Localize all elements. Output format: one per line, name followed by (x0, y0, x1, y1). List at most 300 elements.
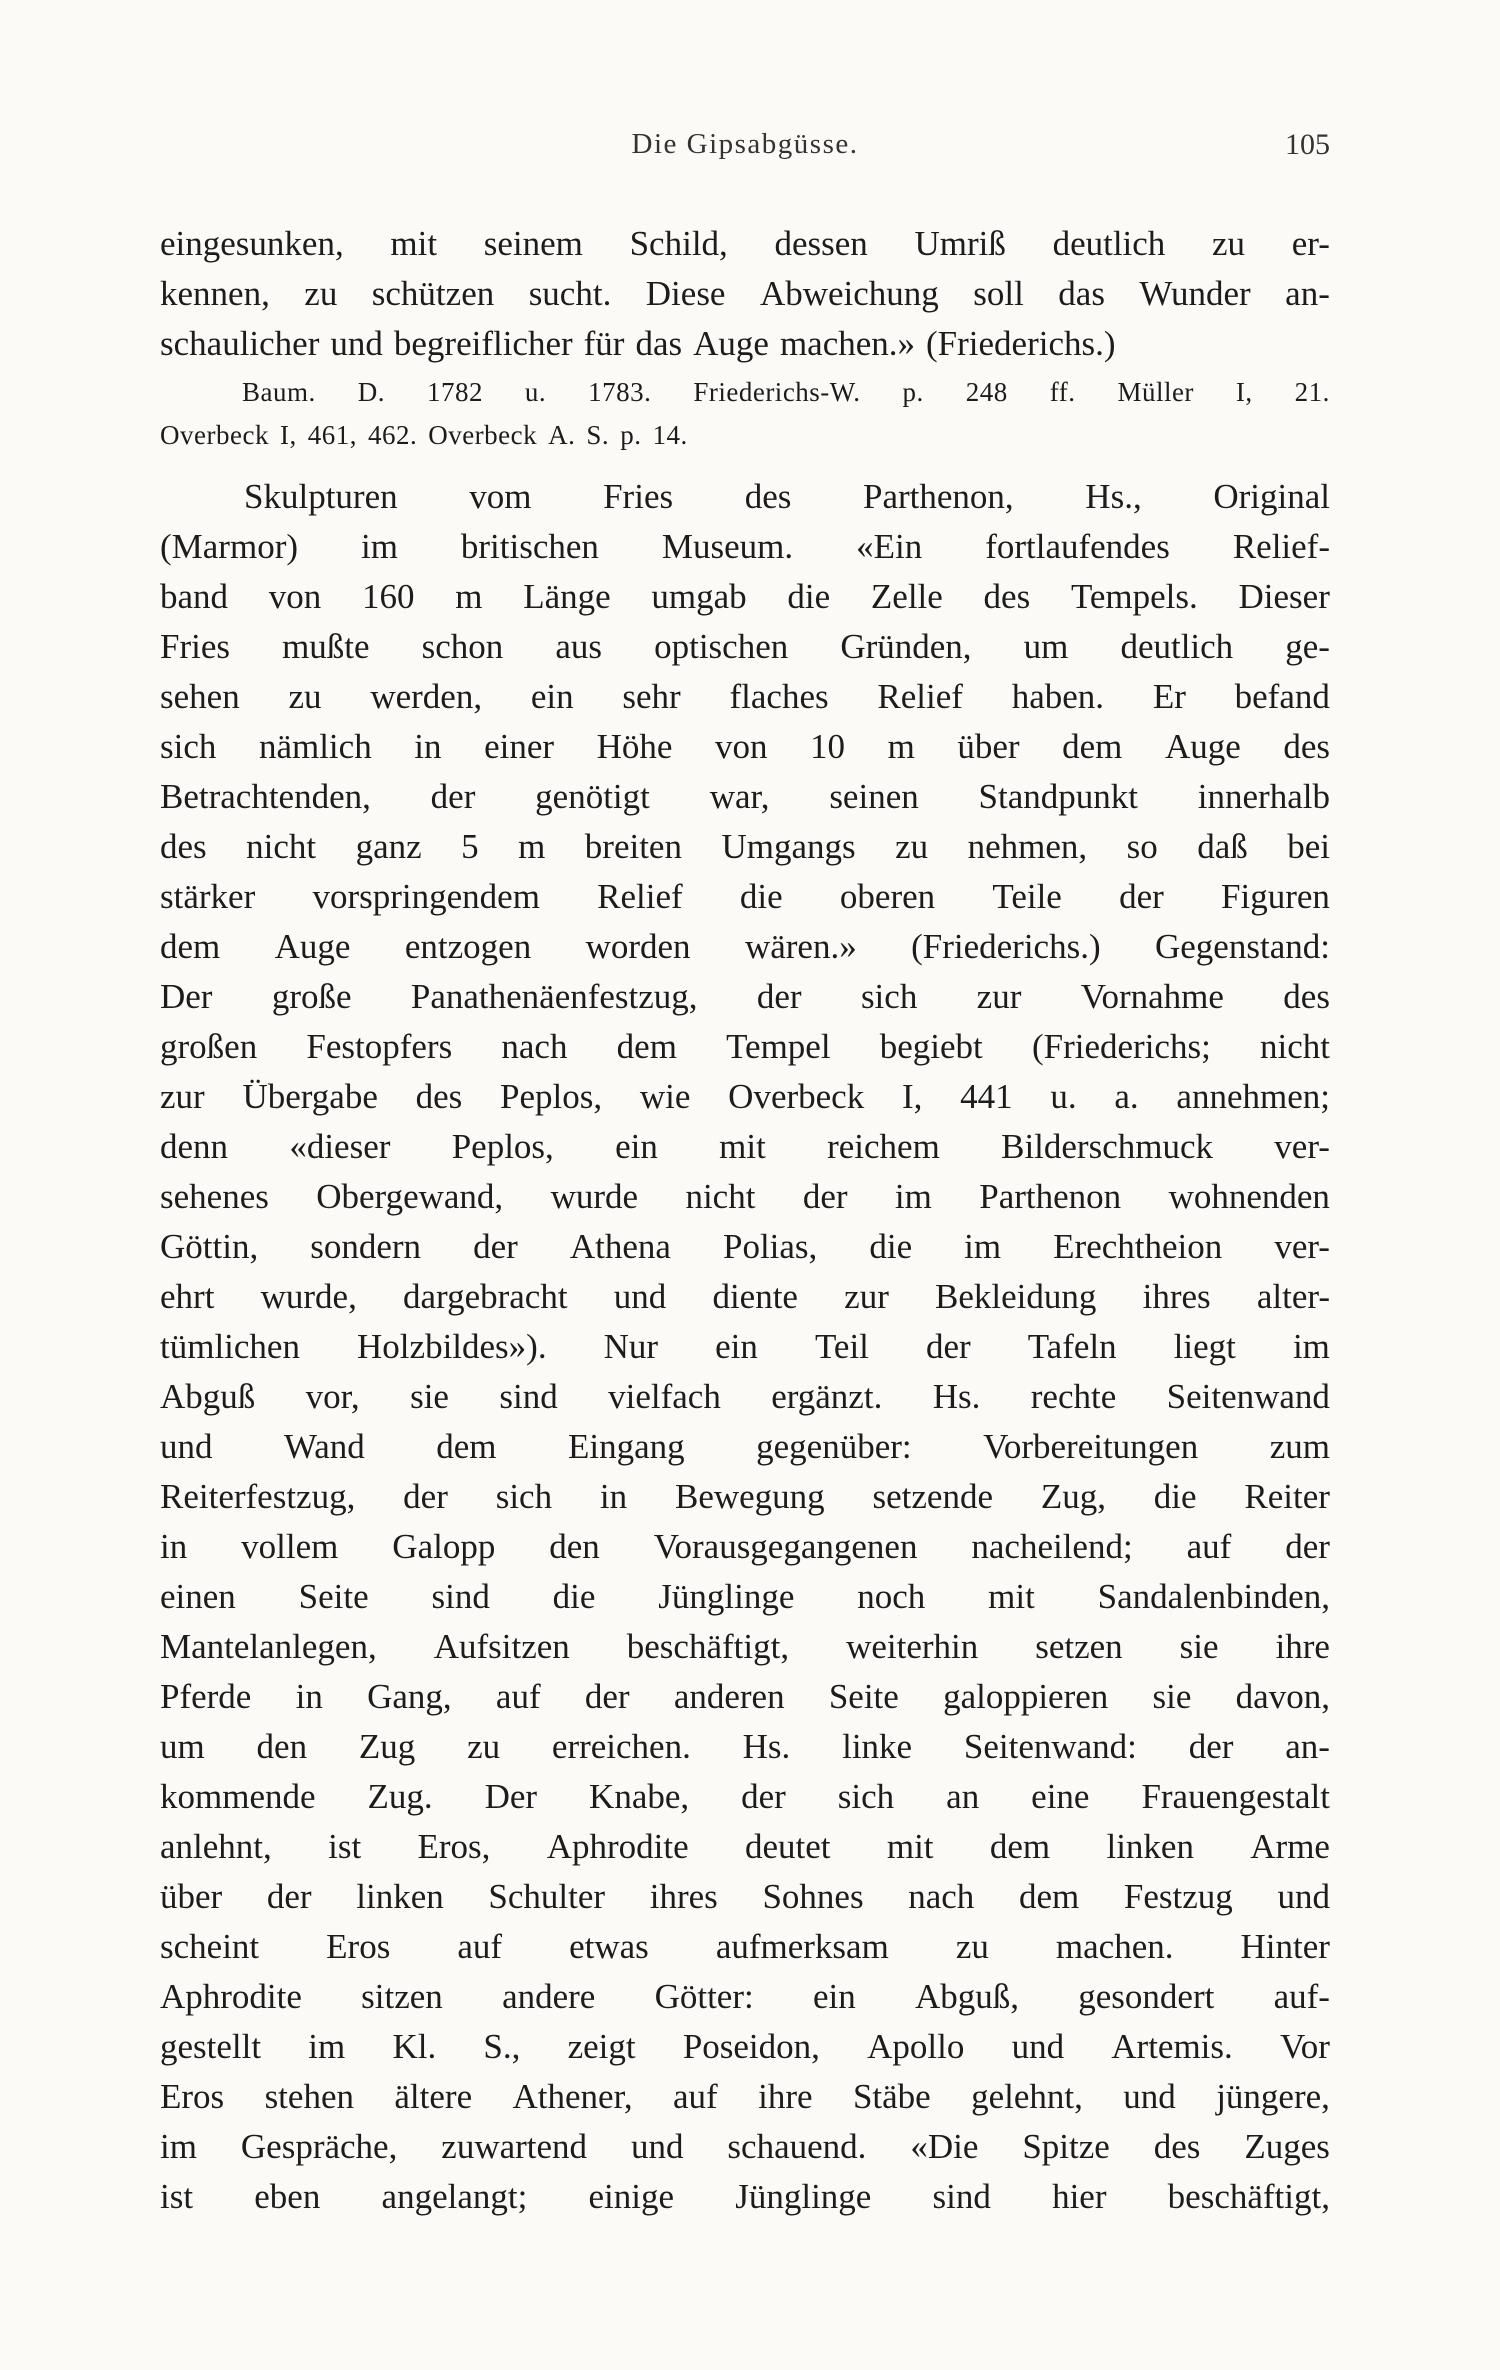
text-line (160, 1622, 1330, 1674)
word: Fries (160, 627, 230, 666)
word: großen (160, 1027, 258, 1066)
word: an- (1285, 274, 1330, 313)
word: Abweichung (759, 274, 939, 313)
word: oberen (839, 877, 936, 916)
word: eine (1031, 1777, 1090, 1816)
text-line (160, 772, 1330, 824)
word: dessen (774, 224, 868, 263)
word: gegenüber: (756, 1427, 912, 1466)
word: von (268, 577, 322, 616)
word: ff. (1049, 377, 1076, 407)
text-line (160, 372, 1330, 412)
word: A. (548, 420, 576, 450)
word: optischen (654, 627, 789, 666)
word: Bewegung (674, 1477, 825, 1516)
word: einen (160, 1577, 236, 1616)
word: worden (585, 927, 691, 966)
word: Seite (828, 1677, 899, 1716)
word: Nur (603, 1327, 659, 1366)
text-line (160, 1472, 1330, 1524)
word: Polias, (722, 1227, 818, 1266)
word: Tafeln (1027, 1327, 1117, 1366)
text-line (160, 1572, 1330, 1624)
word: gestellt (160, 2027, 262, 2066)
word: wohnenden (1168, 1177, 1330, 1216)
word: der (802, 1177, 848, 1216)
text-line (160, 1872, 1330, 1924)
word: Peplos, (500, 1077, 603, 1116)
word: sind (932, 2177, 991, 2216)
word: in (295, 1677, 323, 1716)
word: Gründen, (840, 627, 972, 666)
word: sie (1179, 1627, 1219, 1666)
word: Poseidon, (682, 2027, 820, 2066)
word: Arme (1250, 1827, 1330, 1866)
word: schauend. (727, 2127, 867, 2166)
word: Vorbereitungen (983, 1427, 1199, 1466)
word: a. (1114, 1077, 1139, 1116)
text-line (160, 972, 1330, 1024)
word: Friederichs-W. (693, 377, 861, 407)
word: große (271, 977, 352, 1016)
word: an- (1285, 1727, 1330, 1766)
text-line (160, 672, 1330, 724)
word: angelangt; (381, 2177, 528, 2216)
word: in (160, 1527, 188, 1566)
text-line (160, 1722, 1330, 1774)
word: war, (709, 777, 770, 816)
word: wie (639, 1077, 691, 1116)
word: zu (895, 827, 929, 866)
word: fortlaufendes (985, 527, 1170, 566)
word: auf (1186, 1527, 1232, 1566)
word: Pferde (160, 1677, 252, 1716)
word: der (756, 977, 802, 1016)
text-line (160, 1422, 1330, 1474)
word: flaches (729, 677, 829, 716)
text-line (160, 822, 1330, 874)
word: dem (160, 927, 221, 966)
word: ihres (1142, 1277, 1211, 1316)
word: Vorausgegangenen (653, 1527, 918, 1566)
word: Zelle (870, 577, 943, 616)
word: Länge (523, 577, 611, 616)
word: Skulpturen (244, 477, 398, 516)
word: 441 (960, 1077, 1013, 1116)
word: Zug, (1040, 1477, 1106, 1516)
word: Apollo (867, 2027, 965, 2066)
word: Eros (160, 2077, 225, 2116)
text-line (160, 1322, 1330, 1374)
word: dem (436, 1427, 497, 1466)
word: bei (1287, 827, 1330, 866)
text-line (160, 269, 1330, 321)
word: linken (356, 1877, 444, 1916)
word: Zuges (1244, 2127, 1330, 2166)
word: annehmen; (1176, 1077, 1330, 1116)
word: werden, (370, 677, 483, 716)
word: Overbeck (428, 420, 538, 450)
word: nacheilend; (971, 1527, 1133, 1566)
word: setzende (872, 1477, 993, 1516)
word: auf (673, 2077, 718, 2116)
word: Übergabe (242, 1077, 378, 1116)
word: (Friederichs; (1031, 1027, 1211, 1066)
word: des (1283, 727, 1330, 766)
word: Peplos, (451, 1127, 554, 1166)
word: 1782 (426, 377, 483, 407)
word: in (414, 727, 442, 766)
word: und (1277, 1877, 1330, 1916)
word: der (1119, 877, 1164, 916)
word: m (518, 827, 546, 866)
word: dargebracht (403, 1277, 568, 1316)
word: deutet (745, 1827, 831, 1866)
word: der (473, 1227, 518, 1266)
word: «Die (910, 2127, 979, 2166)
text-line (160, 872, 1330, 924)
word: Festzug (1123, 1877, 1233, 1916)
word: sie (410, 1377, 449, 1416)
word: gelehnt, (971, 2077, 1083, 2116)
word: I, (1235, 377, 1253, 407)
text-line (160, 922, 1330, 974)
word: zu (955, 1927, 989, 1966)
word: des (160, 827, 207, 866)
word: befand (1234, 677, 1330, 716)
word: m (887, 727, 915, 766)
word: Umriß (914, 224, 1006, 263)
word: aus (555, 627, 603, 666)
word: (Marmor) (160, 527, 299, 566)
word: denn (160, 1127, 229, 1166)
word: Sandalenbinden, (1097, 1577, 1330, 1616)
word: jüngere, (1216, 2077, 1330, 2116)
word: stärker (160, 877, 256, 916)
word: und (630, 2127, 684, 2166)
word: aufmerksam (715, 1927, 889, 1966)
word: sich (860, 977, 918, 1016)
word: D. (357, 377, 385, 407)
word: von (714, 727, 768, 766)
word: Eros, (417, 1827, 491, 1866)
word: galoppieren (943, 1677, 1109, 1716)
word: eingesunken, (160, 224, 344, 263)
word: erreichen. (551, 1727, 691, 1766)
word: deutlich (1052, 224, 1166, 263)
word: Relief (597, 877, 683, 916)
word: tümlichen (160, 1327, 300, 1366)
word: ein (812, 1977, 856, 2016)
word: 5 (461, 827, 479, 866)
word: wurde, (260, 1277, 357, 1316)
word: ein (715, 1327, 758, 1366)
word: Müller (1117, 377, 1194, 407)
word: entzogen (404, 927, 532, 966)
word: des (415, 1077, 463, 1116)
word: einige (588, 2177, 675, 2216)
word: Götter: (654, 1977, 754, 2016)
word: Sohnes (762, 1877, 864, 1916)
text-line (160, 1372, 1330, 1424)
word: auf (495, 1677, 541, 1716)
word: andere (502, 1977, 596, 2016)
word: des (983, 577, 1031, 616)
word: Eingang (568, 1427, 685, 1466)
word: machen. (1055, 1927, 1174, 1966)
word: p. (620, 420, 642, 450)
word: Standpunkt (978, 777, 1138, 816)
word: Gegenstand: (1155, 927, 1330, 966)
word: schützen (371, 274, 495, 313)
word: Aufsitzen (433, 1627, 570, 1666)
word: diente (712, 1277, 798, 1316)
word: des (1153, 2127, 1201, 2166)
word: Eros (326, 1927, 391, 1966)
word: nicht (1259, 1027, 1330, 1066)
word: Tempel (726, 1027, 831, 1066)
word: weiterhin (846, 1627, 979, 1666)
word: Seitenwand: (963, 1727, 1137, 1766)
word: seinem (483, 224, 583, 263)
word: über (957, 727, 1020, 766)
word: haben. (1011, 677, 1105, 716)
word: soll (973, 274, 1024, 313)
word: zur (976, 977, 1022, 1016)
word: schaulicher (160, 324, 320, 363)
word: I, (279, 420, 297, 450)
word: etwas (569, 1927, 649, 1966)
word: 1783. (588, 377, 652, 407)
word: scheint (160, 1927, 260, 1966)
word: Aphrodite (160, 1977, 302, 2016)
word: der (403, 1477, 448, 1516)
word: zur (844, 1277, 889, 1316)
word: noch (857, 1577, 926, 1616)
text-line (160, 1272, 1330, 1324)
word: Mantelanlegen, (160, 1627, 377, 1666)
word: der (1188, 1727, 1234, 1766)
word: das (635, 324, 683, 363)
word: zu (288, 677, 322, 716)
word: Auge (274, 927, 351, 966)
word: ist (328, 1827, 362, 1866)
word: Bilderschmuck (1001, 1127, 1213, 1166)
word: liegt (1173, 1327, 1236, 1366)
word: Der (160, 977, 213, 1016)
word: den (256, 1727, 308, 1766)
text-line (160, 1022, 1330, 1074)
text-line (160, 472, 1330, 524)
word: p. (902, 377, 924, 407)
word: 10 (810, 727, 846, 766)
word: Zug (358, 1727, 416, 1766)
word: Panathenäenfestzug, (410, 977, 698, 1016)
word: Wand (283, 1427, 365, 1466)
word: des (744, 477, 792, 516)
word: auf- (1273, 1977, 1330, 2016)
word: zur (160, 1077, 205, 1116)
word: der (430, 777, 476, 816)
word: Hs. (742, 1727, 791, 1766)
word: er- (1291, 224, 1330, 263)
text-line (160, 1772, 1330, 1824)
word: u. (1050, 1077, 1077, 1116)
word: anderen (673, 1677, 785, 1716)
text-line (160, 1672, 1330, 1724)
word: Jünglinge (658, 1577, 795, 1616)
word: ehrt (160, 1277, 215, 1316)
word: kennen, (160, 274, 270, 313)
word: «dieser (289, 1127, 391, 1166)
word: 160 (362, 577, 415, 616)
word: um (1023, 627, 1069, 666)
page-number: 105 (1285, 128, 1330, 161)
word: Gespräche, (240, 2127, 398, 2166)
word: Göttin, (160, 1227, 259, 1266)
word: um (160, 1727, 205, 1766)
word: sitzen (361, 1977, 443, 2016)
word: sehen (160, 677, 240, 716)
word: linken (1106, 1827, 1194, 1866)
word: 21. (1294, 377, 1330, 407)
word: dem (1018, 1877, 1080, 1916)
word: die (787, 577, 831, 616)
word: in (599, 1477, 628, 1516)
word: Overbeck (160, 420, 269, 450)
word: beschäftigt, (1167, 2177, 1330, 2216)
word: und (330, 324, 383, 363)
text-line (160, 622, 1330, 674)
word: sich (495, 1477, 553, 1516)
word: zeigt (567, 2027, 636, 2066)
word: Seite (298, 1577, 369, 1616)
word: innerhalb (1197, 777, 1330, 816)
word: 462. (367, 420, 418, 450)
word: nehmen, (967, 827, 1088, 866)
word: einer (484, 727, 555, 766)
word: und (613, 1277, 667, 1316)
word: Auge (693, 324, 769, 363)
word: sehr (622, 677, 681, 716)
word: im (308, 2027, 346, 2066)
word: Aphrodite (546, 1827, 689, 1866)
word: Obergewand, (316, 1177, 504, 1216)
word: das (1058, 274, 1105, 313)
word: Festopfers (306, 1027, 453, 1066)
word: Schulter (488, 1877, 606, 1916)
word: hier (1052, 2177, 1107, 2216)
text-line (160, 1922, 1330, 1974)
word: Reiter (1244, 1477, 1330, 1516)
word: Holzbildes»). (357, 1327, 547, 1366)
word: vielfach (608, 1377, 721, 1416)
word: ist (160, 2177, 194, 2216)
word: dem (1062, 727, 1123, 766)
word: Auge (1164, 727, 1241, 766)
word: Frauengestalt (1141, 1777, 1330, 1816)
word: den (549, 1527, 600, 1566)
word: Relief- (1232, 527, 1330, 566)
word: nach (908, 1877, 975, 1916)
word: Spitze (1022, 2127, 1110, 2166)
word: sehenes (160, 1177, 269, 1216)
word: (Friederichs.) (911, 927, 1101, 966)
word: Der (484, 1777, 538, 1816)
word: reichem (827, 1127, 940, 1166)
word: für (583, 324, 625, 363)
word: die (869, 1227, 913, 1266)
word: band (160, 577, 229, 616)
word: Galopp (392, 1527, 496, 1566)
word: mit (886, 1827, 934, 1866)
text-line (160, 2122, 1330, 2174)
word: Hs. (932, 1377, 981, 1416)
word: vorspringendem (312, 877, 540, 916)
word: S., (483, 2027, 521, 2066)
word: zu (304, 274, 338, 313)
text-line (160, 2072, 1330, 2124)
word: zum (1269, 1427, 1330, 1466)
word: nicht (685, 1177, 756, 1216)
word: Zug. (367, 1777, 433, 1816)
word: zuwartend (441, 2127, 588, 2166)
word: Vornahme (1080, 977, 1224, 1016)
word: im (1292, 1327, 1330, 1366)
word: Umgangs (721, 827, 856, 866)
text-line (160, 722, 1330, 774)
word: so (1126, 827, 1158, 866)
word: der (741, 1777, 786, 1816)
word: beschäftigt, (626, 1627, 790, 1666)
word: und (160, 1427, 213, 1466)
word: «Ein (856, 527, 923, 566)
page-header (160, 128, 1330, 168)
word: sind (499, 1377, 558, 1416)
word: im (160, 2127, 197, 2166)
word: Overbeck (728, 1077, 865, 1116)
word: Tempels. (1070, 577, 1198, 616)
word: seinen (829, 777, 919, 816)
word: S. (586, 420, 610, 450)
word: und (1011, 2027, 1065, 2066)
word: nämlich (258, 727, 372, 766)
word: Relief (877, 677, 963, 716)
word: breiten (584, 827, 682, 866)
running-title: Die Gipsabgüsse. (631, 128, 859, 160)
word: Museum. (661, 527, 794, 566)
word: setzen (1035, 1627, 1123, 1666)
text-line (160, 1072, 1330, 1124)
text-line (160, 415, 1330, 455)
word: sondern (310, 1227, 422, 1266)
text-line (160, 2022, 1330, 2074)
word: Vor (1279, 2027, 1330, 2066)
word: nicht (246, 827, 317, 866)
word: Fries (603, 477, 674, 516)
word: der (266, 1877, 312, 1916)
word: der (925, 1327, 971, 1366)
word: kommende (160, 1777, 316, 1816)
word: Schild, (629, 224, 728, 263)
word: ältere (394, 2077, 473, 2116)
text-line (160, 1822, 1330, 1874)
text-line (160, 1972, 1330, 2024)
word: im (964, 1227, 1002, 1266)
text-line (160, 1222, 1330, 1274)
word: Kl. (392, 2027, 437, 2066)
word: Teil (814, 1327, 869, 1366)
